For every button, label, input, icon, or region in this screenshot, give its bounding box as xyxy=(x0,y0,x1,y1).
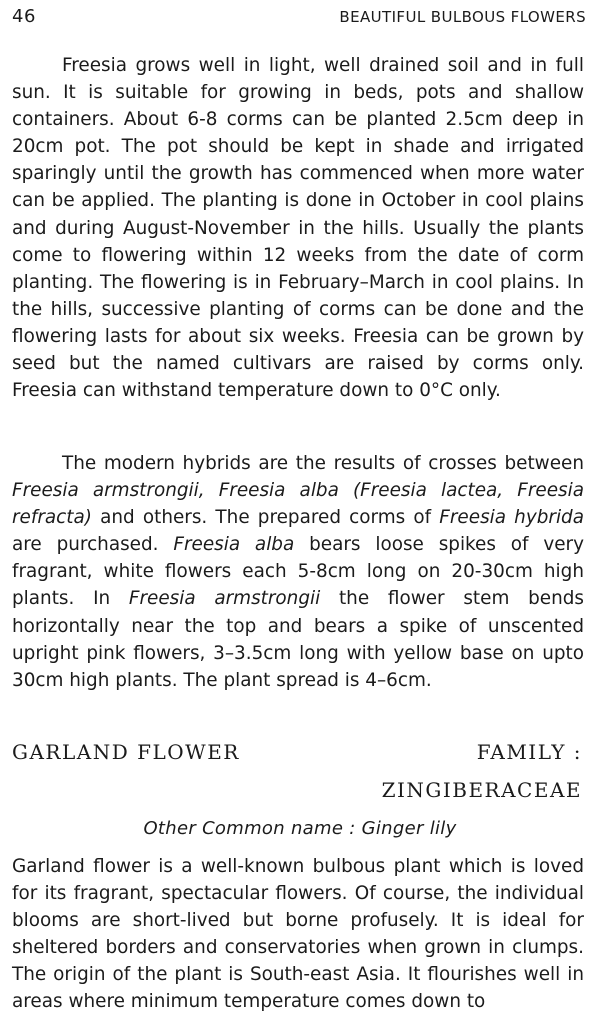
italic-species-names: Freesia armstrongii, Freesia alba (Freesia lactea, Freesia refracta) xyxy=(12,480,584,529)
family-name: ZINGIBERACEAE xyxy=(381,778,582,802)
paragraph-garland-flower: Garland flower is a well-known bulbous plant which is loved for its fragrant, spectacular flowers. Of course, the individual blooms are short-lived but borne profusely. It is ideal for sheltered borders and conservatories when grown in clumps. The origin of the plant is South-east Asia. It flourishes well in areas where minimum temperature comes down to xyxy=(12,856,584,1013)
paragraph-freesia-hybrids xyxy=(12,450,584,694)
italic-species-name: Freesia hybrida xyxy=(439,507,585,529)
common-name-subtitle: Other Common name : Ginger lily xyxy=(143,818,457,839)
paragraph-freesia-cultivation: Freesia grows well in light, well drained soil and in full sun. It is suitable for growing in beds, pots and shallow containers. About 6-8 corms can be planted 2.5cm deep in 20cm pot. The pot should be kept in shade and irrigated sparingly until the growth has commenced when more water can be applied. The planting is done in October in cool plains and during August-November in the hills. Usually the plants come to flowering within 12 weeks from the date of corm planting. The flowering is in February–March in cool plains. In the hills, successive planting of corms can be done and the flowering lasts for about six weeks. Freesia can be grown by seed but the named cultivars are raised by corms only. Freesia can withstand temperature down to 0°C only. xyxy=(12,55,584,402)
text-run: are purchased. xyxy=(12,534,174,556)
page-header xyxy=(12,6,586,32)
running-head: BEAUTIFUL BULBOUS FLOWERS xyxy=(339,8,586,26)
italic-species-name: Freesia armstrongii xyxy=(128,588,321,610)
section-title: GARLAND FLOWER xyxy=(12,740,240,764)
text-run: the flower stem bends horizontally near the top and bears a spike of unscented upright pink flowers, 3–3.5cm long with yellow base on upto 30cm high plants. The plant spread is 4–6cm. xyxy=(12,588,584,691)
text-run: and others. The prepared corms of xyxy=(91,507,440,529)
text-run: The modern hybrids are the results of crosses between xyxy=(62,453,584,474)
text-run: bears loose spikes of very fragrant, white flowers each 5-8cm long on 20-30cm high plants. In xyxy=(12,534,584,610)
page-number: 46 xyxy=(12,6,36,27)
family-label: FAMILY : xyxy=(476,740,582,764)
italic-species-name: Freesia alba xyxy=(173,534,295,556)
